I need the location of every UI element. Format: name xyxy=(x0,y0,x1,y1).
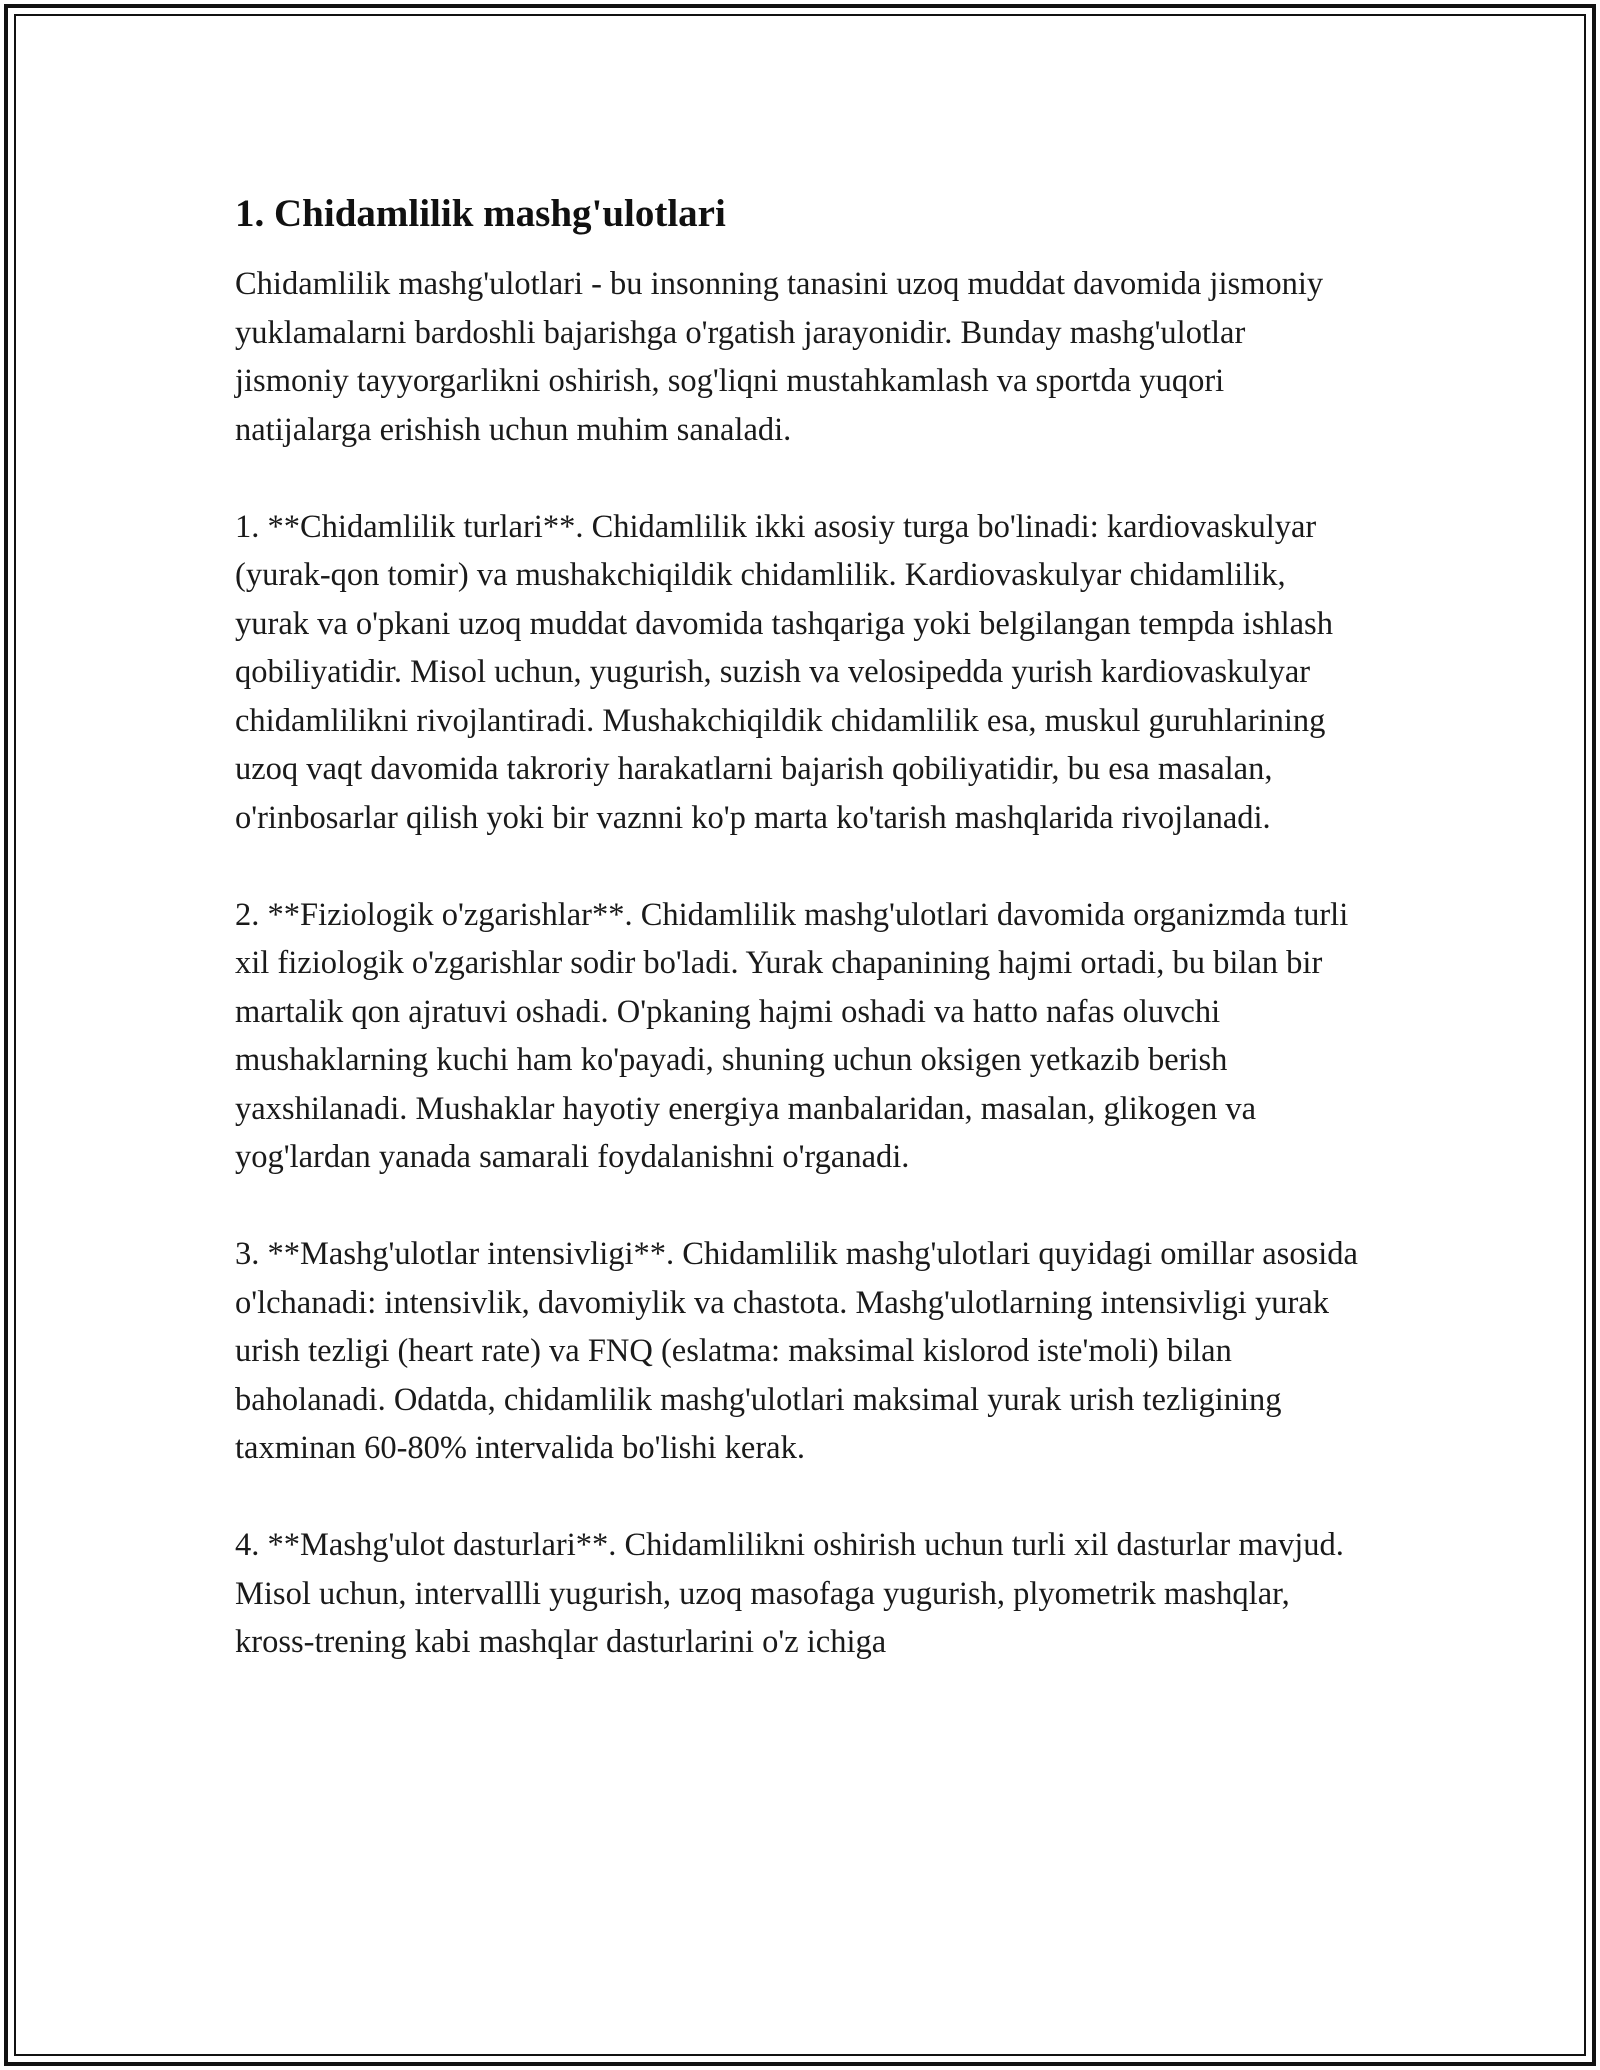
document-body xyxy=(235,190,1365,1715)
paragraph-endurance-types: 1. **Chidamlilik turlari**. Chidamlilik ikki asosiy turga bo'linadi: kardiovaskulyar (yurak-qon tomir) va mushakchiqildik chidamlilik. Kardiovaskulyar chidamlilik, yurak va o'pkani uzoq muddat davomida tashqariga yoki belgilangan tempda ishlash qobiliyatidir. Misol uchun, yugurish, suzish va velosipedda yurish kardiovaskulyar chidamlilikni rivojlantiradi. Mushakchiqildik chidamlilik esa, muskul guruhlarining uzoq vaqt davomida takroriy harakatlarni bajarish qobiliyatidir, bu esa masalan, o'rinbosarlar qilish yoki bir vaznni ko'p marta ko'tarish mashqlarida rivojlanadi. xyxy=(235,508,1333,836)
paragraph-training-intensity: 3. **Mashg'ulotlar intensivligi**. Chidamlilik mashg'ulotlari quyidagi omillar asosida o'lchanadi: intensivlik, davomiylik va chastota. Mashg'ulotlarning intensivligi yurak urish tezligi (heart rate) va FNQ (eslatma: maksimal kislorod iste'moli) bilan baholanadi. Odatda, chidamlilik mashg'ulotlari maksimal yurak urish tezligining taxminan 60-80% intervalida bo'lishi kerak. xyxy=(235,1236,1358,1466)
intro-paragraph: Chidamlilik mashg'ulotlari - bu insonning tanasini uzoq muddat davomida jismoniy yuklamalarni bardoshli bajarishga o'rgatish jarayonidir. Bunday mashg'ulotlar jismoniy tayyorgarlikni oshirish, sog'liqni mustahkamlash va sportda yuqori natijalarga erishish uchun muhim sanaladi. xyxy=(235,266,1324,448)
paragraph-physiological-changes: 2. **Fiziologik o'zgarishlar**. Chidamlilik mashg'ulotlari davomida organizmda turli xil fiziologik o'zgarishlar sodir bo'ladi. Yurak chapanining hajmi ortadi, bu bilan bir martalik qon ajratuvi oshadi. O'pkaning hajmi oshadi va hatto nafas oluvchi mushaklarning kuchi ham ko'payadi, shuning uchun oksigen yetkazib berish yaxshilanadi. Mushaklar hayotiy energiya manbalaridan, masalan, glikogen va yog'lardan yanada samarali foydalanishni o'rganadi. xyxy=(235,896,1349,1175)
paragraph-training-programs: 4. **Mashg'ulot dasturlari**. Chidamlilikni oshirish uchun turli xil dasturlar mavjud. Misol uchun, intervallli yugurish, uzoq masofaga yugurish, plyometrik mashqlar, kross-trening kabi mashqlar dasturlarini o'z ichiga xyxy=(235,1527,1344,1660)
section-title: 1. Chidamlilik mashg'ulotlari xyxy=(235,192,726,235)
